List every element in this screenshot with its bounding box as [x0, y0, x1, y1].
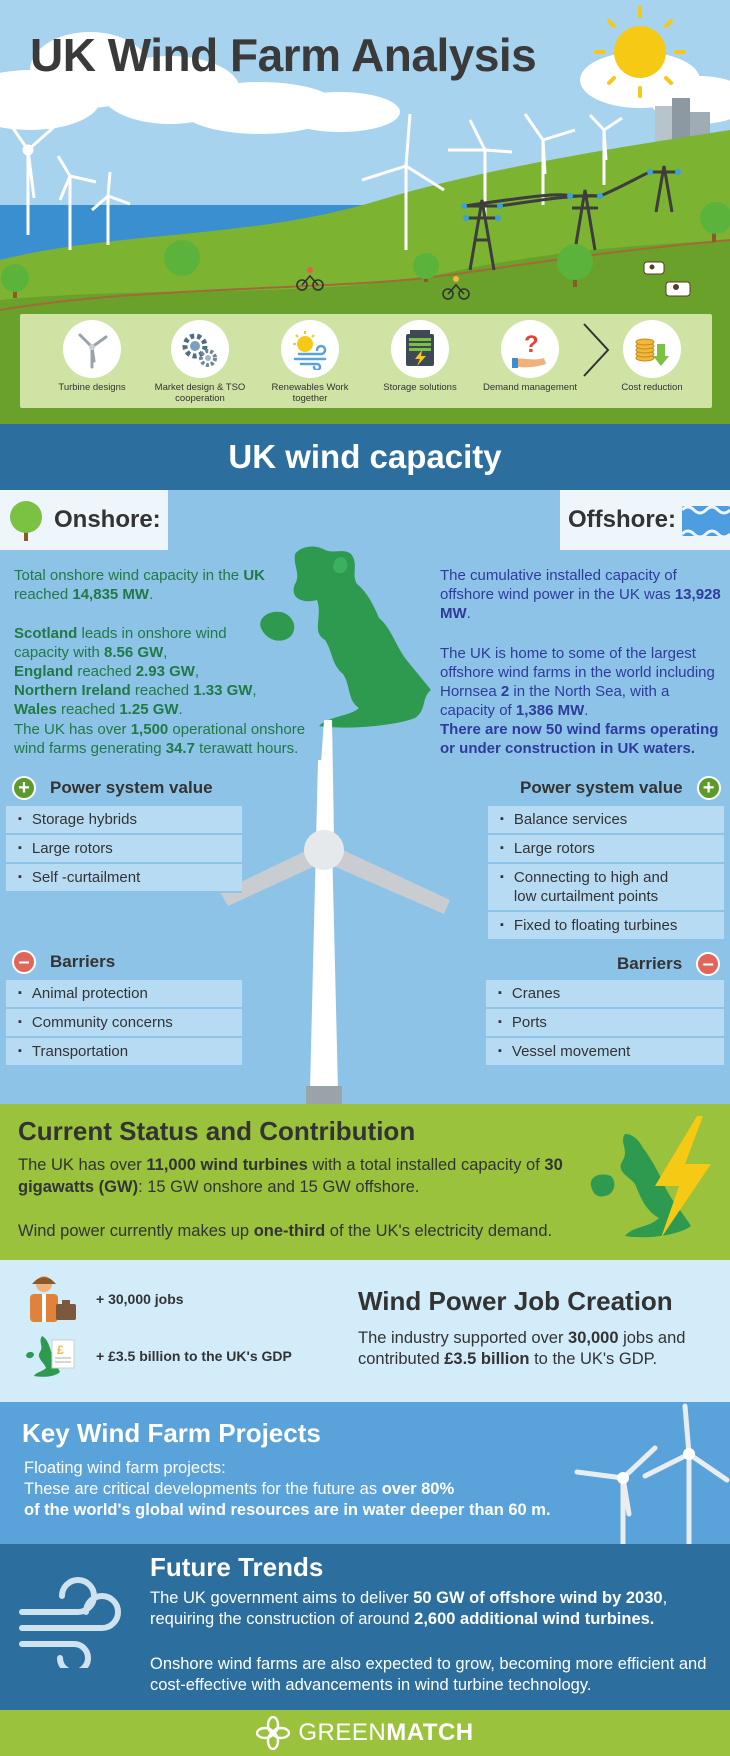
page-title: UK Wind Farm Analysis: [30, 29, 537, 81]
status-section: [0, 1104, 730, 1260]
onshore-barriers-heading: – Barriers: [12, 950, 115, 974]
capacity-section: [0, 490, 730, 1104]
footer: [0, 1710, 730, 1756]
step-storage: [370, 320, 470, 393]
section-title: UK wind capacity: [228, 438, 502, 475]
minus-icon: –: [696, 952, 720, 976]
tree-icon: [6, 495, 46, 545]
turbines-illustration: [565, 1402, 730, 1544]
brand-name: GREENMATCH: [298, 1719, 474, 1746]
list-item: ▪ Large rotors: [488, 835, 724, 864]
step-renewables: [260, 320, 360, 404]
offshore-value-list: [488, 806, 724, 941]
jobs-title: Wind Power Job Creation: [358, 1286, 673, 1316]
battery-icon: [391, 320, 449, 378]
future-title: Future Trends: [150, 1552, 324, 1582]
jobs-text: The industry supported over 30,000 jobs and contributed £3.5 billion to the UK's GDP.: [358, 1329, 686, 1368]
plus-icon: +: [12, 776, 36, 800]
list-item: ▪ Animal protection: [6, 980, 242, 1009]
step-label: Turbine designs: [58, 382, 126, 393]
step-market-design: [150, 320, 250, 404]
projects-title: Key Wind Farm Projects: [22, 1418, 321, 1448]
status-text-1: The UK has over 11,000 wind turbines with a total installed capacity of 30 gigawatts (GW): 15 GW onshore and 15 GW offshore.: [18, 1156, 563, 1196]
onshore-total: Total onshore wind capacity in the UK reached 14,835 MW.: [14, 567, 265, 603]
jobs-section: [0, 1260, 730, 1402]
step-turbine-designs: [42, 320, 142, 393]
offshore-title: Offshore:: [568, 506, 676, 533]
step-cost-reduction: [602, 320, 702, 393]
offshore-total: The cumulative installed capacity of offshore wind power in the UK was 13,928 MW.: [440, 567, 721, 622]
step-label: Cost reduction: [621, 382, 683, 393]
uk-lightning-icon: [585, 1114, 715, 1244]
list-item: ▪ Large rotors: [6, 835, 242, 864]
step-label: Renewables Work together: [271, 382, 349, 404]
list-item: ▪ Balance services: [488, 806, 724, 835]
future-section: [0, 1544, 730, 1710]
list-item: ▪ Storage hybrids: [6, 806, 242, 835]
status-text-2: Wind power currently makes up one-third of the UK's electricity demand.: [18, 1222, 553, 1240]
onshore-value-heading: + Power system value: [12, 776, 213, 800]
waves-icon: [682, 500, 730, 540]
status-title: Current Status and Contribution: [18, 1116, 416, 1146]
step-label: Demand management: [483, 382, 577, 393]
list-item: ▪ Transportation: [6, 1038, 242, 1067]
strategy-steps: [20, 314, 712, 408]
list-item: ▪ Fixed to floating turbines: [488, 912, 724, 941]
future-text-2: Onshore wind farms are also expected to grow, becoming more efficient and cost-effective with advancements in wind turbine technology.: [150, 1655, 707, 1694]
onshore-regions: Scotland leads in onshore wind capacity with 8.56 GW, England reached 2.93 GW, Northern Ireland reached 1.33 GW, Wales reached 1.25 GW.: [14, 625, 257, 718]
gdp-stat: + £3.5 billion to the UK's GDP: [96, 1348, 292, 1364]
onshore-barriers-list: [6, 980, 242, 1067]
wind-icon: [18, 1572, 128, 1668]
greenmatch-logo-icon: [256, 1716, 290, 1750]
future-text-1: The UK government aims to deliver 50 GW of offshore wind by 2030, requiring the construction of around 2,600 additional wind turbines.: [150, 1589, 668, 1628]
sun-wind-icon: [281, 320, 339, 378]
step-label: Market design & TSO cooperation: [154, 382, 246, 404]
capacity-header: [0, 424, 730, 490]
question-hand-icon: [501, 320, 559, 378]
list-item: ▪ Self -curtailment: [6, 864, 242, 893]
coins-icon: [623, 320, 681, 378]
offshore-label: [560, 490, 730, 550]
offshore-barriers-heading: Barriers –: [617, 952, 720, 976]
onshore-label: [0, 490, 168, 550]
turbine-icon: [63, 320, 121, 378]
offshore-barriers-list: [486, 980, 724, 1067]
projects-section: [0, 1402, 730, 1544]
minus-icon: –: [12, 950, 36, 974]
offshore-value-heading: Power system value +: [520, 776, 721, 800]
projects-text: Floating wind farm projects: These are critical developments for the future as over 80% of the world's global wind resources are in water deeper than 60 m.: [24, 1459, 551, 1519]
svg-text:?: ?: [524, 331, 539, 358]
gears-icon: [171, 320, 229, 378]
step-demand: [480, 320, 580, 393]
worker-icon: [26, 1274, 78, 1324]
list-item: ▪ Vessel movement: [486, 1038, 724, 1067]
svg-text:£: £: [57, 1343, 64, 1357]
gdp-stat-row: [26, 1334, 292, 1378]
step-label: Storage solutions: [383, 382, 457, 393]
offshore-largest: The UK is home to some of the largest offshore wind farms in the world including Hornsea 2 in the North Sea, with a capacity of 1,386 MW.: [440, 645, 715, 719]
plus-icon: +: [697, 776, 721, 800]
onshore-title: Onshore:: [54, 506, 161, 533]
list-item: ▪ Cranes: [486, 980, 724, 1009]
onshore-value-list: [6, 806, 242, 893]
uk-gdp-icon: [26, 1334, 78, 1378]
list-item: ▪ Community concerns: [6, 1009, 242, 1038]
list-item: ▪ Connecting to high and low curtailment points: [488, 864, 724, 912]
list-item: ▪ Ports: [486, 1009, 724, 1038]
offshore-farms: There are now 50 wind farms operating or under construction in UK waters.: [440, 721, 719, 757]
jobs-stat-row: [26, 1274, 184, 1324]
jobs-stat: + 30,000 jobs: [96, 1291, 184, 1307]
hero-banner: [0, 0, 730, 424]
onshore-farms: The UK has over 1,500 operational onshore wind farms generating 34.7 terawatt hours.: [14, 721, 306, 757]
wind-turbine-illustration: [200, 720, 500, 1104]
